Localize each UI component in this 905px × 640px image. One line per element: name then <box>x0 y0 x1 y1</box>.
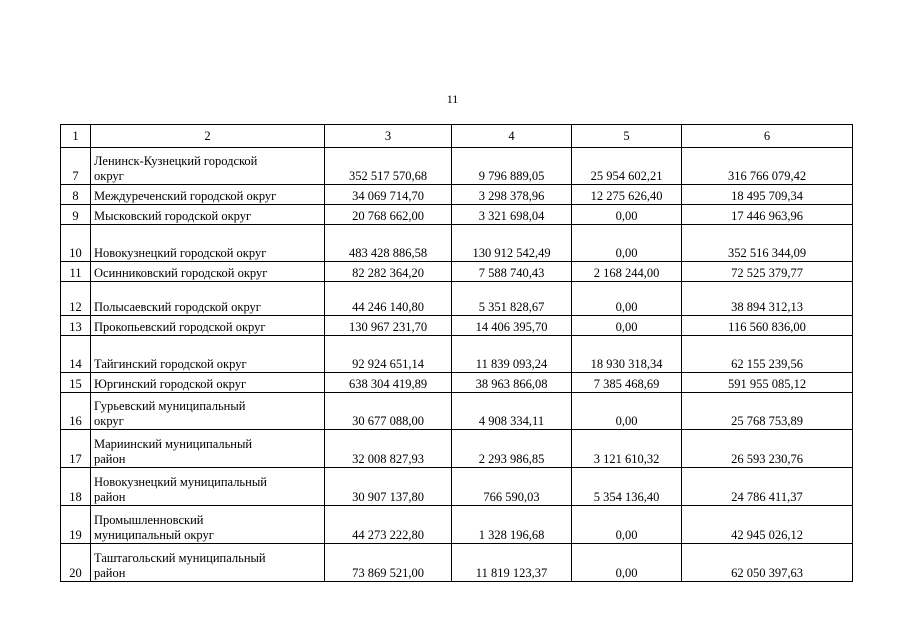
table-row <box>61 205 853 225</box>
municipality-name-line: Новокузнецкий городской округ <box>94 246 267 260</box>
value-col-6: 316 766 079,42 <box>682 148 853 185</box>
table-row <box>61 282 853 316</box>
table-row <box>61 148 853 185</box>
municipality-name-line: Мариинский муниципальный <box>94 437 253 451</box>
value-col-4: 3 321 698,04 <box>452 205 572 225</box>
row-number: 16 <box>61 393 91 430</box>
row-number: 8 <box>61 185 91 205</box>
municipality-name <box>91 262 325 282</box>
value-col-5: 0,00 <box>572 225 682 262</box>
row-number: 14 <box>61 336 91 373</box>
page-number: 11 <box>446 92 459 106</box>
municipality-name <box>91 468 325 506</box>
value-col-3: 20 768 662,00 <box>325 205 452 225</box>
value-col-6: 17 446 963,96 <box>682 205 853 225</box>
value-col-4: 2 293 986,85 <box>452 430 572 468</box>
municipality-name-line: Новокузнецкий муниципальный <box>94 475 267 489</box>
table-row <box>61 393 853 430</box>
municipality-name-line: муниципальный округ <box>94 528 214 542</box>
value-col-6: 42 945 026,12 <box>682 506 853 544</box>
value-col-4: 14 406 395,70 <box>452 316 572 336</box>
municipality-name <box>91 225 325 262</box>
municipality-name-line: Ленинск-Кузнецкий городской <box>94 154 258 168</box>
value-col-3: 92 924 651,14 <box>325 336 452 373</box>
municipality-name <box>91 430 325 468</box>
row-number: 7 <box>61 148 91 185</box>
value-col-4: 4 908 334,11 <box>452 393 572 430</box>
value-col-6: 591 955 085,12 <box>682 373 853 393</box>
municipality-name-line: Полысаевский городской округ <box>94 300 261 314</box>
table-row <box>61 506 853 544</box>
value-col-3: 73 869 521,00 <box>325 544 452 582</box>
header-cell: 3 <box>325 125 452 148</box>
value-col-6: 72 525 379,77 <box>682 262 853 282</box>
municipality-name-line: Юргинский городской округ <box>94 377 247 391</box>
value-col-5: 7 385 468,69 <box>572 373 682 393</box>
header-cell: 1 <box>61 125 91 148</box>
value-col-5: 0,00 <box>572 506 682 544</box>
value-col-4: 766 590,03 <box>452 468 572 506</box>
value-col-4: 130 912 542,49 <box>452 225 572 262</box>
municipality-name <box>91 336 325 373</box>
header-cell: 2 <box>91 125 325 148</box>
value-col-5: 0,00 <box>572 205 682 225</box>
municipality-name-line: Междуреченский городской округ <box>94 189 277 203</box>
row-number: 11 <box>61 262 91 282</box>
table-row <box>61 544 853 582</box>
value-col-6: 24 786 411,37 <box>682 468 853 506</box>
municipality-name-line: Гурьевский муниципальный <box>94 399 246 413</box>
municipality-name-line: Осинниковский городской округ <box>94 266 268 280</box>
row-number: 9 <box>61 205 91 225</box>
municipality-name <box>91 282 325 316</box>
municipality-name <box>91 544 325 582</box>
value-col-4: 1 328 196,68 <box>452 506 572 544</box>
header-cell: 5 <box>572 125 682 148</box>
municipality-name-line: Прокопьевский городской округ <box>94 320 266 334</box>
municipality-name <box>91 316 325 336</box>
value-col-4: 9 796 889,05 <box>452 148 572 185</box>
value-col-3: 32 008 827,93 <box>325 430 452 468</box>
value-col-3: 638 304 419,89 <box>325 373 452 393</box>
value-col-5: 2 168 244,00 <box>572 262 682 282</box>
municipality-name-line: Таштагольский муниципальный <box>94 551 266 565</box>
value-col-3: 82 282 364,20 <box>325 262 452 282</box>
table-row <box>61 468 853 506</box>
table-header-row <box>61 125 853 148</box>
value-col-6: 62 050 397,63 <box>682 544 853 582</box>
value-col-5: 0,00 <box>572 282 682 316</box>
value-col-5: 18 930 318,34 <box>572 336 682 373</box>
municipality-name <box>91 205 325 225</box>
municipality-name-line: район <box>94 566 126 580</box>
municipality-name-line: район <box>94 452 126 466</box>
value-col-4: 11 839 093,24 <box>452 336 572 373</box>
value-col-3: 44 273 222,80 <box>325 506 452 544</box>
row-number: 10 <box>61 225 91 262</box>
municipality-name-line: Тайгинский городской округ <box>94 357 247 371</box>
municipality-name <box>91 393 325 430</box>
value-col-3: 30 907 137,80 <box>325 468 452 506</box>
value-col-4: 38 963 866,08 <box>452 373 572 393</box>
value-col-5: 5 354 136,40 <box>572 468 682 506</box>
table-row <box>61 225 853 262</box>
header-cell: 6 <box>682 125 853 148</box>
value-col-3: 30 677 088,00 <box>325 393 452 430</box>
municipality-name <box>91 185 325 205</box>
data-table <box>60 124 853 582</box>
value-col-6: 116 560 836,00 <box>682 316 853 336</box>
value-col-5: 0,00 <box>572 316 682 336</box>
value-col-3: 34 069 714,70 <box>325 185 452 205</box>
value-col-5: 0,00 <box>572 393 682 430</box>
table-row <box>61 316 853 336</box>
row-number: 18 <box>61 468 91 506</box>
value-col-6: 25 768 753,89 <box>682 393 853 430</box>
header-cell: 4 <box>452 125 572 148</box>
value-col-6: 18 495 709,34 <box>682 185 853 205</box>
row-number: 12 <box>61 282 91 316</box>
value-col-6: 352 516 344,09 <box>682 225 853 262</box>
table-row <box>61 185 853 205</box>
value-col-3: 44 246 140,80 <box>325 282 452 316</box>
value-col-4: 11 819 123,37 <box>452 544 572 582</box>
row-number: 19 <box>61 506 91 544</box>
table-row <box>61 430 853 468</box>
row-number: 17 <box>61 430 91 468</box>
municipality-name-line: округ <box>94 414 124 428</box>
municipality-name-line: Мысковский городской округ <box>94 209 252 223</box>
value-col-5: 3 121 610,32 <box>572 430 682 468</box>
municipality-name <box>91 373 325 393</box>
value-col-6: 62 155 239,56 <box>682 336 853 373</box>
table-row <box>61 373 853 393</box>
value-col-3: 352 517 570,68 <box>325 148 452 185</box>
municipality-name <box>91 148 325 185</box>
value-col-4: 5 351 828,67 <box>452 282 572 316</box>
value-col-3: 483 428 886,58 <box>325 225 452 262</box>
row-number: 13 <box>61 316 91 336</box>
table-row <box>61 262 853 282</box>
value-col-4: 7 588 740,43 <box>452 262 572 282</box>
table-row <box>61 336 853 373</box>
value-col-4: 3 298 378,96 <box>452 185 572 205</box>
value-col-3: 130 967 231,70 <box>325 316 452 336</box>
row-number: 15 <box>61 373 91 393</box>
municipality-name-line: Промышленновский <box>94 513 204 527</box>
value-col-6: 26 593 230,76 <box>682 430 853 468</box>
municipality-name <box>91 506 325 544</box>
value-col-5: 25 954 602,21 <box>572 148 682 185</box>
value-col-5: 0,00 <box>572 544 682 582</box>
value-col-6: 38 894 312,13 <box>682 282 853 316</box>
municipality-name-line: округ <box>94 169 124 183</box>
municipality-name-line: район <box>94 490 126 504</box>
value-col-5: 12 275 626,40 <box>572 185 682 205</box>
row-number: 20 <box>61 544 91 582</box>
